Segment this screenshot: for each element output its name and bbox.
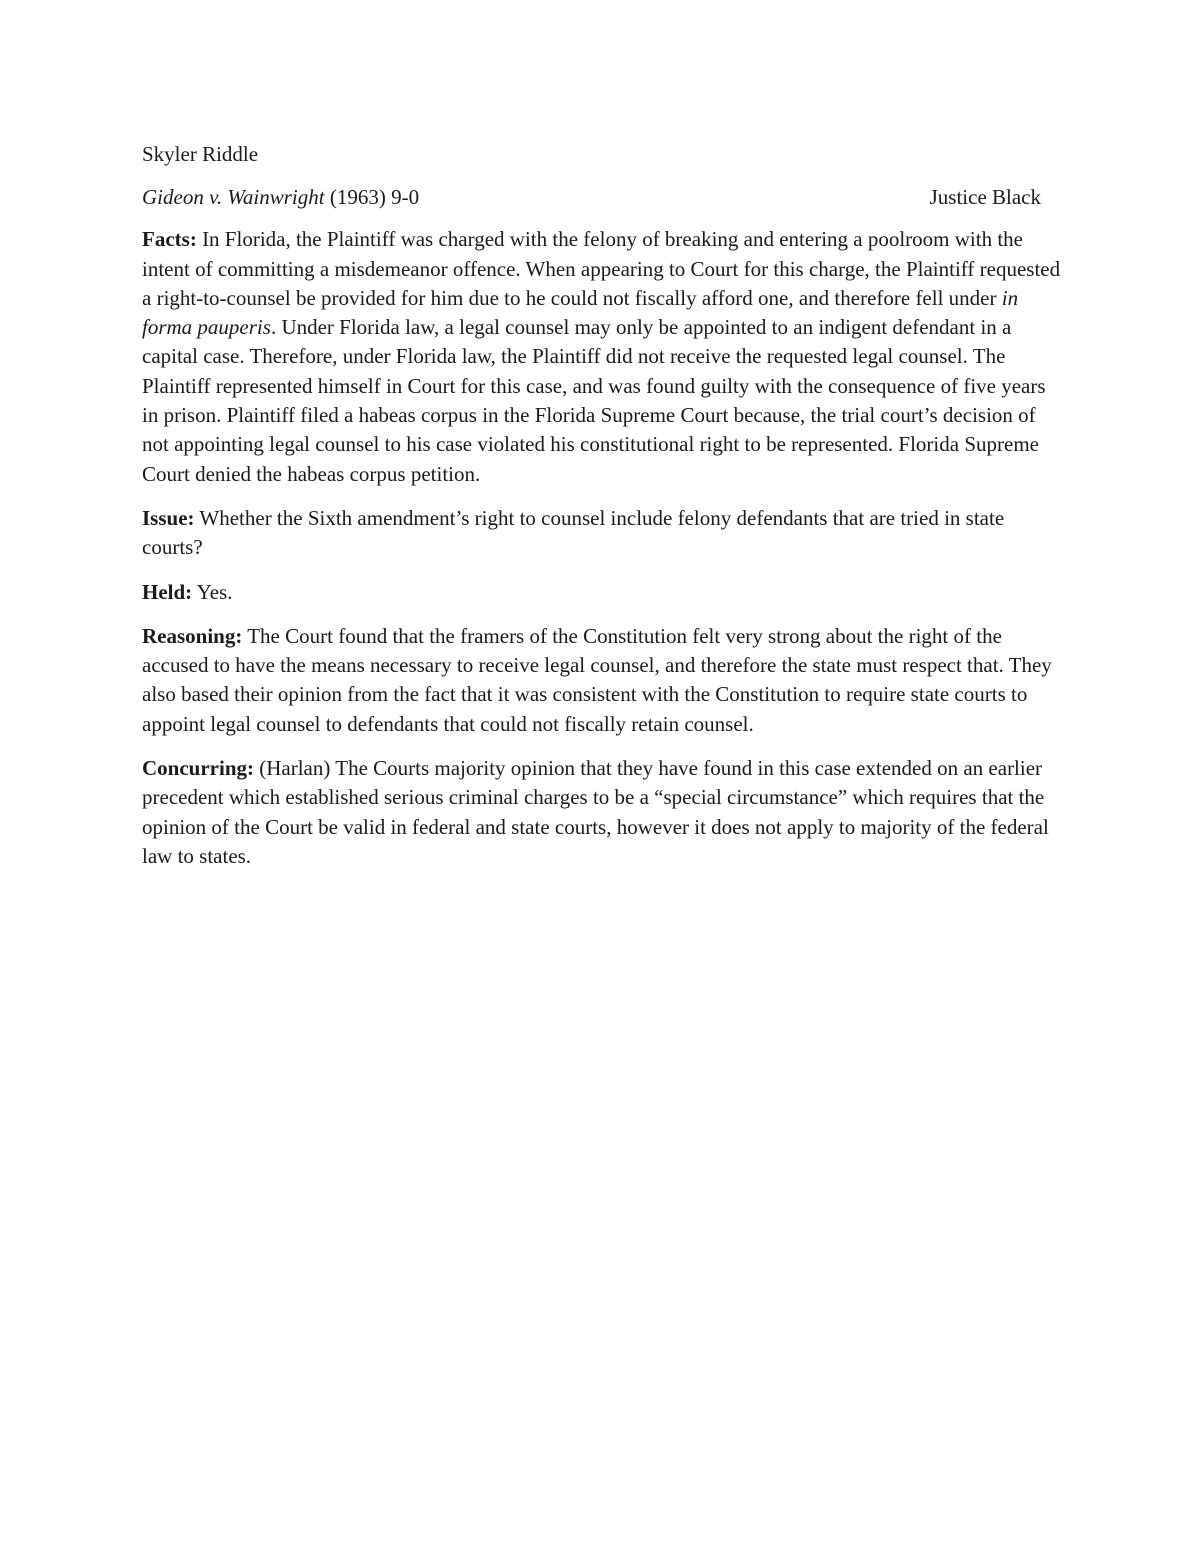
held-text: Yes.: [196, 579, 233, 604]
case-name: Gideon v. Wainwright: [142, 185, 325, 210]
case-citation: [142, 183, 419, 212]
issue-label: Issue:: [142, 505, 195, 530]
issue-text: Whether the Sixth amendment’s right to counsel include felony defendants that are tried in state courts?: [142, 505, 1005, 560]
facts-label: Facts:: [142, 227, 197, 252]
facts-section: [142, 225, 1067, 489]
facts-italic: in forma pauperis: [142, 285, 1019, 340]
document-page: [142, 140, 1067, 886]
facts-text-a: In Florida, the Plaintiff was charged with the felony of breaking and entering a poolroom with the intent of committing a misdemeanor offence. When appearing to Court for this charge, the Plaintiff requested a right-to-counsel be provided for him due to he could not fiscally afford one, and therefore fell under: [142, 227, 1061, 310]
reasoning-section: [142, 622, 1067, 739]
reasoning-label: Reasoning:: [142, 623, 243, 648]
concurring-text: (Harlan) The Courts majority opinion that they have found in this case extended on an earlier precedent which established serious criminal charges to be a “special circumstance” which requires that the opinion of the Court be valid in federal and state courts, however it does not apply to majority of the federal law to states.: [142, 756, 1049, 868]
author-name: Skyler Riddle: [142, 142, 259, 166]
issue-section: [142, 504, 1067, 563]
held-label: Held:: [142, 579, 193, 604]
reasoning-text: The Court found that the framers of the Constitution felt very strong about the right of the accused to have the means necessary to receive legal counsel, and therefore the state must respect that. They also based their opinion from the fact that it was consistent with the Constitution to require state courts to appoint legal counsel to defendants that could not fiscally retain counsel.: [142, 623, 1052, 736]
case-header: [142, 183, 1067, 212]
case-justice: Justice Black: [929, 185, 1041, 210]
held-section: [142, 578, 1067, 607]
facts-text-b: . Under Florida law, a legal counsel may only be appointed to an indigent defendant in a capital case. Therefore, under Florida law, the Plaintiff did not receive the requested legal counsel. The Plaintiff represented himself in Court for this case, and was found guilty with the consequence of five years in prison. Plaintiff filed a habeas corpus in the Florida Supreme Court because, the trial court’s decision of not appointing legal counsel to his case violated his constitutional right to be represented. Florida Supreme Court denied the habeas corpus petition.: [142, 315, 1046, 486]
concurring-section: [142, 754, 1067, 871]
concurring-label: Concurring:: [142, 756, 254, 781]
case-year-vote: (1963) 9-0: [329, 185, 420, 210]
